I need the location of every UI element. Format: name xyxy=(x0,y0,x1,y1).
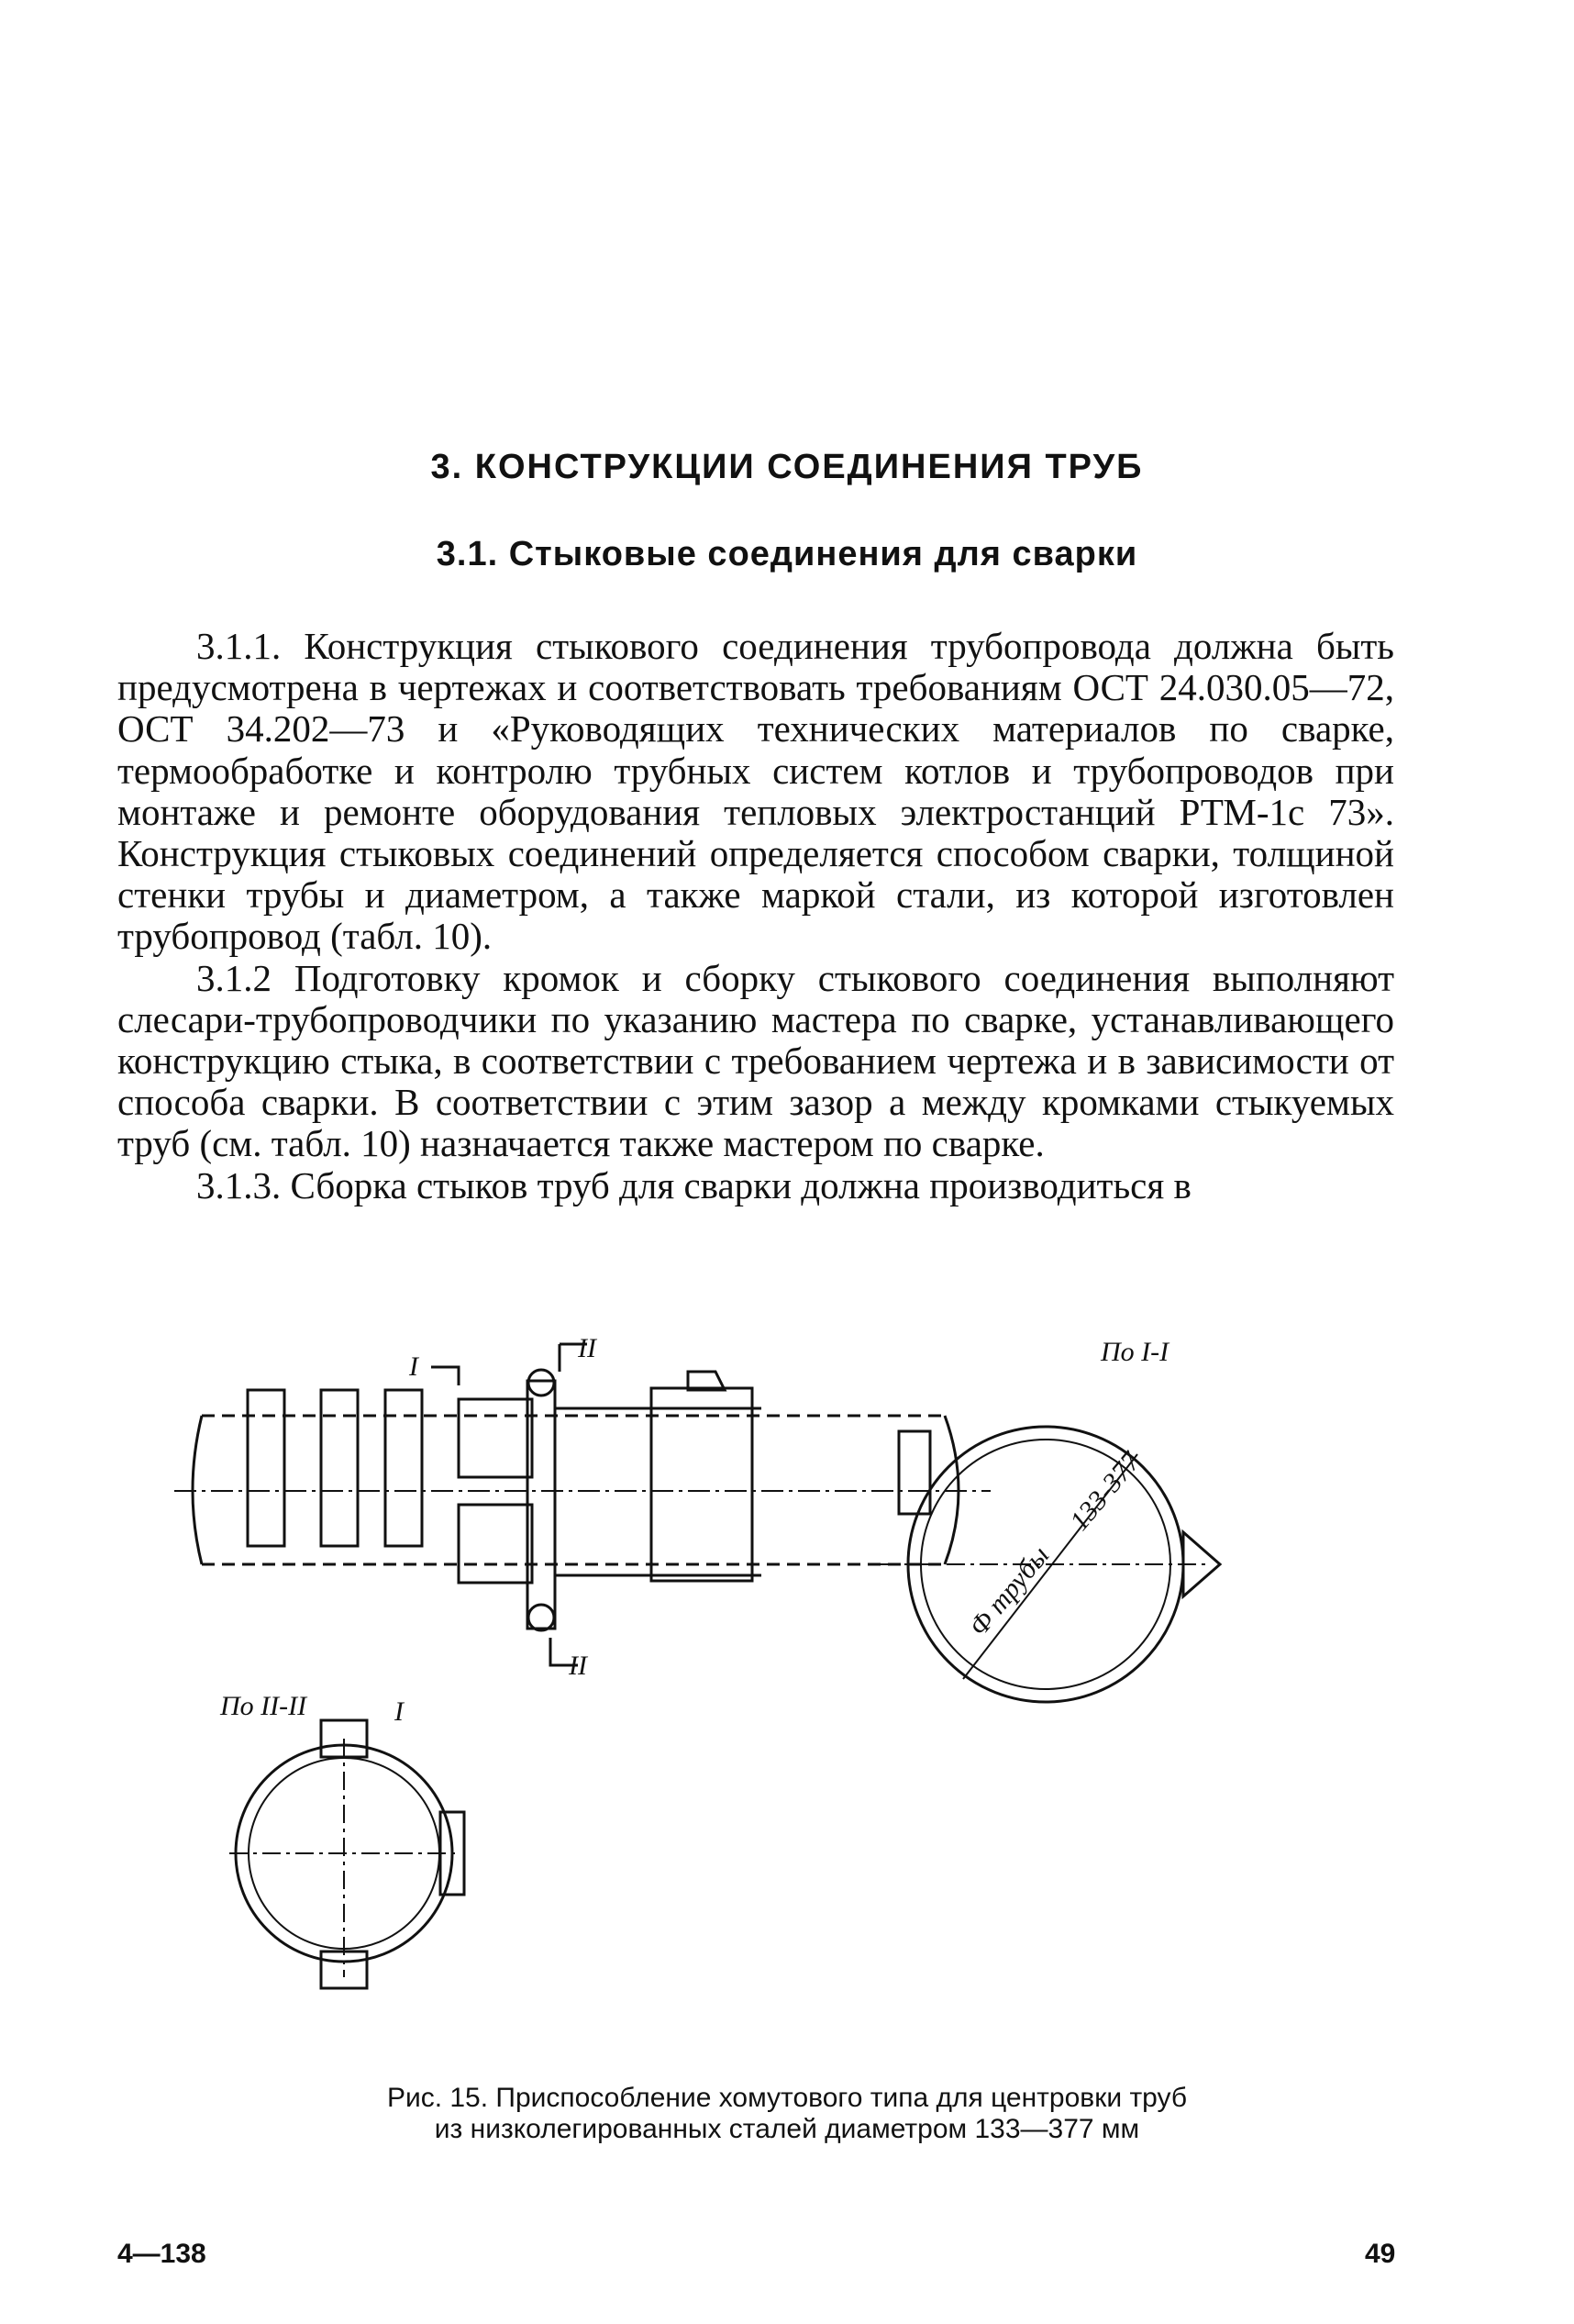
cut-label-2-top: II xyxy=(578,1335,596,1363)
section-title: 3. КОНСТРУКЦИИ СОЕДИНЕНИЯ ТРУБ xyxy=(430,448,1144,486)
figure-15-clamp-device xyxy=(174,1335,1385,2032)
page-number: 49 xyxy=(1365,2239,1396,2269)
paragraph-3-1-3: 3.1.3. Сборка стыков труб для сварки должна производиться в xyxy=(196,1163,1192,1206)
paragraph-3-1-1: 3.1.1. Конструкция стыкового соединения трубопровода должна быть предусмотрена в чертежах и соответствовать требованиям ОСТ 24.030.05—72, ОСТ 34.202—73 и «Руководящих технических материалов по сварке, термообработке и контролю трубных систем котлов и трубопроводов при монтаже и ремонте оборудования тепловых электростанций РТМ-1с 73». Конструкция стыковых соединений определяется способом сварки, толщиной стенки трубы и диаметром, а также маркой стали, из которой изготовлен трубопровод (табл. 10). xyxy=(117,625,1394,958)
paragraph-3-1-2: 3.1.2 Подготовку кромок и сборку стыкового соединения выполняют слесари-трубопроводчики по указанию мастера по сварке, устанавливающего конструкцию стыка, в соответствии с требованием чертежа и в зависимости от способа сварки. В соответствии с этим зазор а между кромками стыкуемых труб (см. табл. 10) назначается также мастером по сварке. xyxy=(117,956,1394,1165)
footer-signature-mark: 4—138 xyxy=(117,2239,206,2269)
body-text xyxy=(117,626,1394,1206)
section-label-2: По II-II xyxy=(220,1691,307,1721)
cut-label-2-bottom: II xyxy=(569,1651,587,1681)
section-label-1: По I-I xyxy=(1101,1337,1169,1367)
caption-line-1: Рис. 15. Приспособление хомутового типа для центровки труб xyxy=(386,2083,1188,2113)
caption-line-2: из низколегированных сталей диаметром 133—377 мм xyxy=(434,2114,1140,2144)
dimension-diameter-label: Ф трубы xyxy=(963,1540,1056,1642)
clamp-device-drawing xyxy=(174,1335,1385,2032)
dimension-range-label: 133-377 xyxy=(1064,1446,1147,1537)
cut-label-1-top: I xyxy=(409,1351,418,1382)
cut-label-1-bottom: I xyxy=(394,1696,404,1727)
figure-caption xyxy=(0,2083,1574,2145)
subsection-title: 3.1. Стыковые соединения для сварки xyxy=(436,535,1138,573)
